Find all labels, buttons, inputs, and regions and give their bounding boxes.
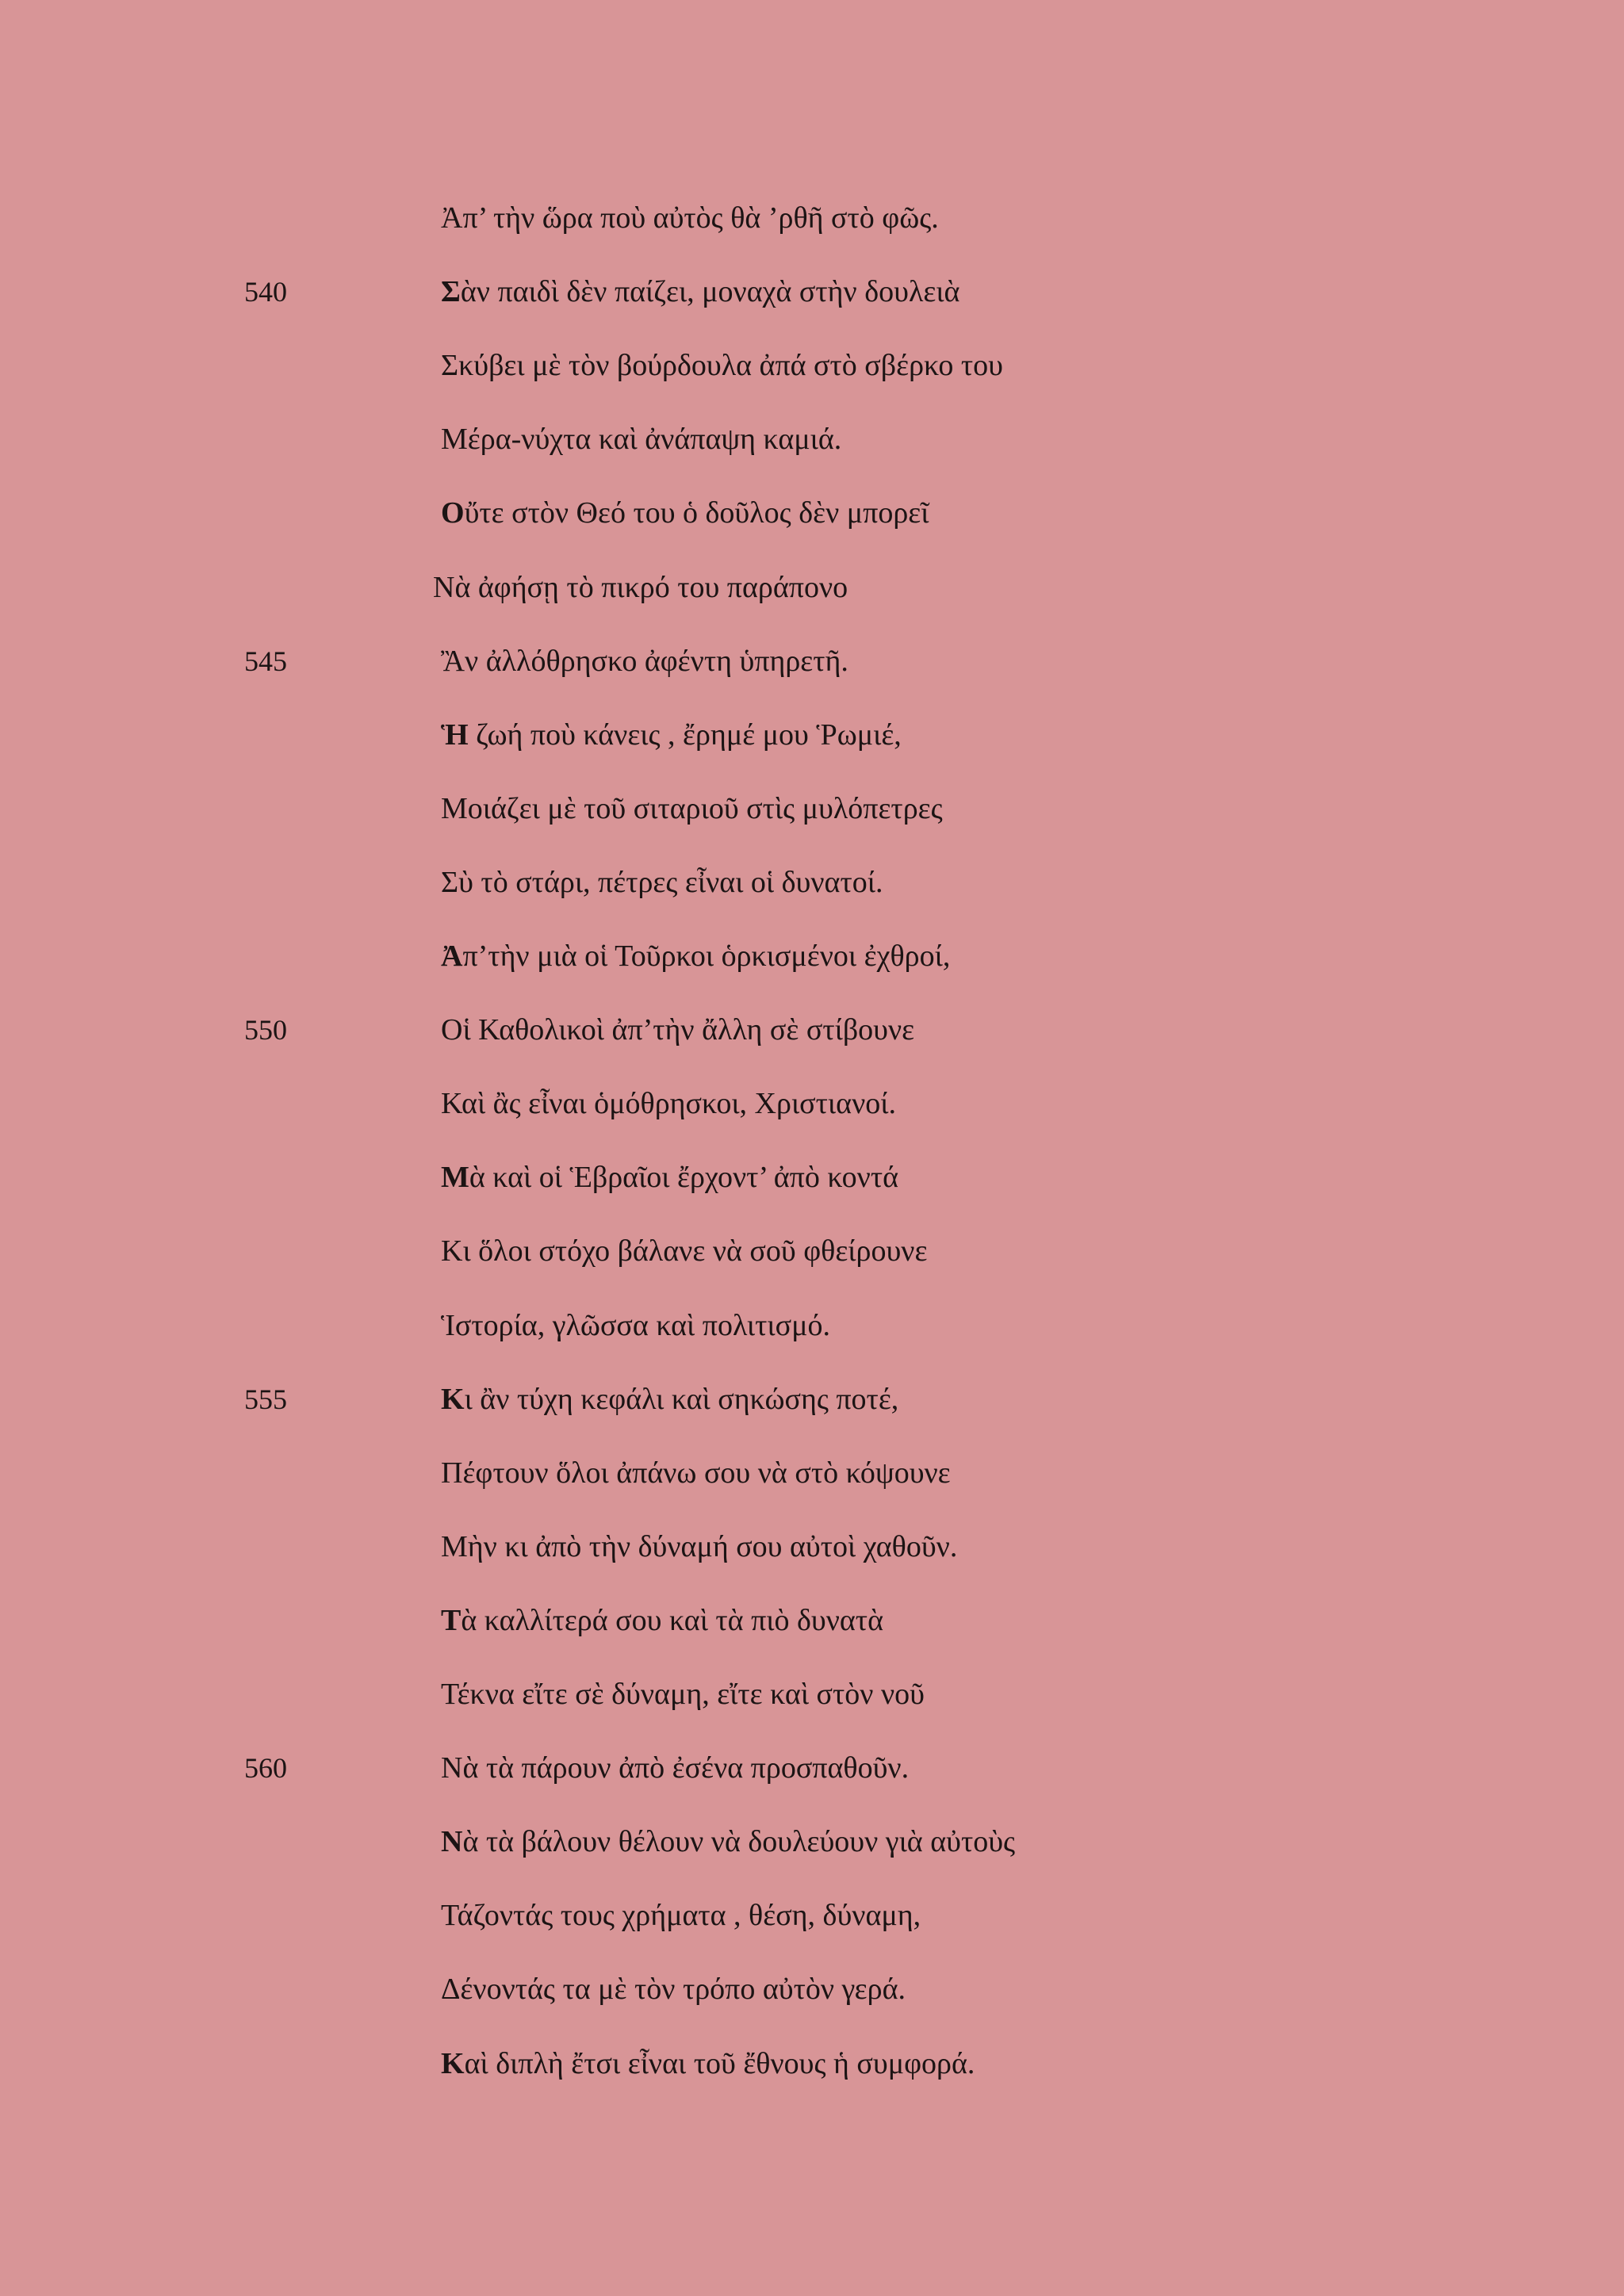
verse-text [441,846,883,920]
poem-line [0,1215,1624,1288]
verse-body: ζωή ποὺ κάνεις , ἔρημέ μου Ῥωμιέ, [468,718,902,752]
verse-body: Τάζοντάς τους χρήματα , θέση, δύναμη, [441,1899,921,1932]
verse-body: ὰ καὶ οἱ Ἑβραῖοι ἔρχοντ’ ἀπὸ κοντά [469,1161,899,1194]
verse-body: Κι ὅλοι στόχο βάλανε νὰ σοῦ φθείρουνε [441,1234,928,1268]
bold-initial: Κ [441,2047,465,2080]
verse-text [441,1437,951,1510]
verse-body: ὰ καλλίτερά σου καὶ τὰ πιὸ δυνατὰ [461,1604,883,1637]
verse-text [433,551,848,625]
poem-line [0,698,1624,772]
poem-line [0,846,1624,920]
bold-initial: Κ [441,1383,465,1416]
verse-body: Νὰ τὰ πάρουν ἀπὸ ἐσένα προσπαθοῦν. [441,1751,910,1785]
verse-text [441,1953,906,2026]
verse-text [441,1879,921,1953]
bold-initial: Ἡ [441,718,469,752]
verse-body: Μοιάζει μὲ τοῦ σιταριοῦ στὶς μυλόπετρες [441,792,943,825]
poem-line [0,1067,1624,1141]
poem-line [0,1732,1624,1805]
verse-text [441,1658,925,1732]
poem-line [0,403,1624,476]
verse-text [441,1732,909,1805]
verse-body: Σὺ τὸ στάρι, πέτρες εἶναι οἱ δυνατοί. [441,866,883,899]
poem-line [0,1879,1624,1953]
verse-body: αὶ διπλὴ ἔτσι εἶναι τοῦ ἔθνους ἡ συμφορά. [464,2047,975,2080]
verse-body: Ἀπ’ τὴν ὥρα ποὺ αὐτὸς θὰ ’ρθῆ στὸ φῶς. [441,201,939,235]
poem-line [0,1584,1624,1658]
verse-text [441,1215,927,1288]
verse-body: Δένοντάς τα μὲ τὸν τρόπο αὐτὸν γερά. [441,1973,906,2006]
verse-text [441,920,950,993]
poem-line [0,2027,1624,2101]
verse-body: ι ἂν τύχη κεφάλι καὶ σηκώσης ποτέ, [464,1383,899,1416]
poem-line [0,1805,1624,1879]
verse-body: Σκύβει μὲ τὸν βούρδουλα ἀπά στὸ σβέρκο του [441,349,1003,382]
verse-body: ὰν παιδὶ δὲν παίζει, μοναχὰ στὴν δουλειὰ [460,275,960,308]
bold-initial: Ο [441,496,465,530]
poem-line [0,993,1624,1067]
poem-line [0,1141,1624,1215]
poem-line [0,182,1624,255]
verse-text [441,329,1003,403]
bold-initial: Μ [441,1161,469,1194]
verse-text [441,1584,883,1658]
poem-line [0,1953,1624,2026]
verse-text [441,1141,898,1215]
verse-body: Τέκνα εἴτε σὲ δύναμη, εἴτε καὶ στὸν νοῦ [441,1678,925,1711]
poem-line [0,1363,1624,1437]
verse-body: Πέφτουν ὅλοι ἀπάνω σου νὰ στὸ κόψουνε [441,1456,951,1490]
verse-text [441,1067,896,1141]
poem-line [0,1510,1624,1584]
verse-body: Μέρα-νύχτα καὶ ἀνάπαψη καμιά. [441,423,842,456]
poem-line [0,920,1624,993]
verse-text [441,993,914,1067]
verse-text [441,1805,1015,1879]
verse-text [441,403,841,476]
verse-text [441,1289,830,1363]
verse-body: Μὴν κι ἀπὸ τὴν δύναμή σου αὐτοὶ χαθοῦν. [441,1530,958,1563]
verse-body: Ἂν ἀλλόθρησκο ἀφέντη ὑπηρετῆ. [441,645,848,678]
poem-line [0,551,1624,625]
verse-body: Οἱ Καθολικοὶ ἀπ’τὴν ἄλλη σὲ στίβουνε [441,1013,915,1047]
bold-initial: Σ [441,275,461,308]
bold-initial: Ν [441,1825,463,1858]
verse-text [441,698,902,772]
verse-text [441,476,929,550]
verse-body: ὔτε στὸν Θεό του ὁ δοῦλος δὲν μπορεῖ [464,496,929,530]
verse-text [441,182,939,255]
poem-line [0,1658,1624,1732]
verse-body: π’τὴν μιὰ οἱ Τοῦρκοι ὁρκισμένοι ἐχθροί, [462,939,951,973]
poem-line [0,1289,1624,1363]
line-number: 560 [244,1752,287,1784]
poem-line [0,625,1624,698]
line-number: 545 [244,645,287,677]
verse-body: Καὶ ἂς εἶναι ὁμόθρησκοι, Χριστιανοί. [441,1087,896,1120]
poem-line [0,329,1624,403]
verse-text [441,772,943,846]
verse-body: ὰ τὰ βάλουν θέλουν νὰ δουλεύουν γιὰ αὐτοὺς [462,1825,1016,1858]
verse-text [441,1363,898,1437]
line-number: 555 [244,1383,287,1415]
verse-text [441,255,959,329]
line-number: 540 [244,276,287,308]
verse-text [441,1510,957,1584]
poem-line [0,476,1624,550]
verse-body: Ἱστορία, γλῶσσα καὶ πολιτισμό. [441,1309,830,1342]
poem-line [0,772,1624,846]
bold-initial: Ἀ [441,939,463,973]
bold-initial: Τ [441,1604,462,1637]
verse-text [441,625,848,698]
verse-text [441,2027,975,2101]
line-number: 550 [244,1014,287,1046]
poem-line [0,1437,1624,1510]
poem-line [0,255,1624,329]
verse-body: Νὰ ἀφήσῃ τὸ πικρό του παράπονο [433,571,848,604]
